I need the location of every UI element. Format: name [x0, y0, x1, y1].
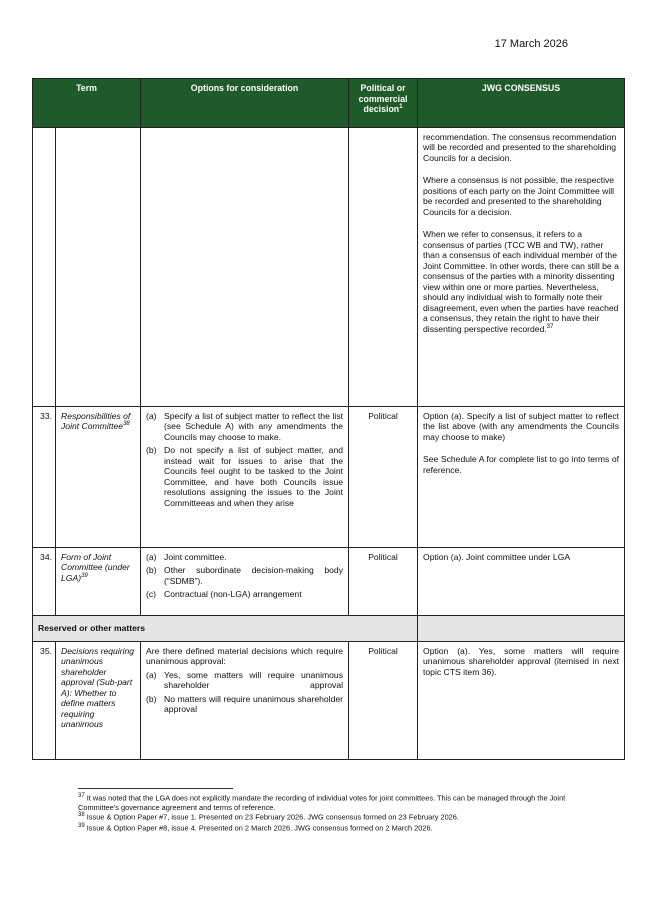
- header-options: Options for consideration: [141, 79, 349, 128]
- footnote: $^{38}$ Issue & Option Paper #7, issue 1. Presented on 23 February 2026. JWG consensus formed on 23 February 2026.: [78, 812, 459, 822]
- option-c: (c) Contractual (non-LGA) arrangement: [146, 589, 302, 600]
- section-title: Reserved or other matters: [33, 616, 418, 642]
- cell-num: [33, 128, 56, 407]
- header-consensus: JWG CONSENSUS: [418, 79, 625, 128]
- row-consensus: Option (a). Yes, some matters will require unanimous shareholder approval (itemised in next topic CTS item 36).: [418, 642, 625, 760]
- row-decision: Political: [349, 407, 418, 548]
- document-date: 17 March 2026: [494, 38, 568, 50]
- decision-table: [32, 78, 625, 760]
- row-number: 34.: [33, 548, 56, 616]
- option-a: (a) Joint committee.: [146, 552, 227, 562]
- row-number: 35.: [33, 642, 56, 760]
- table-header-row: [33, 79, 625, 128]
- row-term: Decisions requiring unanimous shareholder approval (Sub-part A): Whether to define matters requiring unanimous: [56, 642, 141, 760]
- header-decision: Political or commercial decision$^1$: [349, 79, 418, 128]
- footnote-divider: [78, 788, 233, 789]
- footnote-ref[interactable]: 37: [546, 323, 554, 330]
- consensus-paragraph: Where a consensus is not possible, the respective positions of each party on the Joint Committee will be recorded and presented to the shareholding Councils for a decision.: [423, 175, 615, 217]
- cell-consensus: [418, 128, 625, 407]
- footnotes: [78, 793, 578, 833]
- footnote: $^{37}$ It was noted that the LGA does not explicitly mandate the recording of individual votes for joint committees. This can be managed through the Joint Committee’s governance agreement and terms of reference.: [78, 793, 566, 812]
- row-decision: Political: [349, 548, 418, 616]
- section-blank: [418, 616, 625, 642]
- table-row-33: [33, 407, 625, 548]
- cell-options: [141, 128, 349, 407]
- row-options: [141, 548, 349, 616]
- consensus-paragraph: When we refer to consensus, it refers to a consensus of parties (TCC WB and TW), rather than a consensus of each individual member of the Joint Committee. In other words, there can still be a consensus of the parties with a minority dissenting view within one or more parties. Nevertheless, should any individual wish to formally note their disagreement, even when the parties have reached a consensus, they retain the right to have their dissenting perspective recorded.$^{37}$: [423, 229, 619, 334]
- row-term: Form of Joint Committee (under LGA)$^{39}$: [56, 548, 141, 616]
- consensus-paragraph: recommendation. The consensus recommendation will be recorded and presented to the shareholding Councils for a decision.: [423, 132, 617, 163]
- option-a: (a) Specify a list of subject matter to reflect the list (see Schedule A) with any amendments the Councils may choose to make.: [146, 411, 344, 442]
- cell-decision: [349, 128, 418, 407]
- row-term: Responsibilities of Joint Committee$^{38}$: [56, 407, 141, 548]
- row-consensus: Option (a). Joint committee under LGA: [418, 548, 625, 616]
- row-options: [141, 407, 349, 548]
- options-intro: Are there defined material decisions which require unanimous approval:: [146, 646, 344, 667]
- footnote-ref[interactable]: 38: [123, 421, 130, 428]
- table-row-35: [33, 642, 625, 760]
- section-row: [33, 616, 625, 642]
- header-term: Term: [33, 79, 141, 128]
- row-options: [141, 642, 349, 760]
- cell-term: [56, 128, 141, 407]
- footnote: $^{39}$ Issue & Option Paper #8, issue 4. Presented on 2 March 2026. JWG consensus formed on 2 March 2026.: [78, 822, 433, 833]
- option-b: (b) Do not specify a list of subject matter, and instead wait for issues to arise that the Councils feel ought to be tasked to the Joint Committee, and have both Councils issue resolutions assigning the issues to the Joint Committeeas and when they arise: [146, 445, 344, 508]
- consensus-paragraph: Option (a). Specify a list of subject matter to reflect the list above (with any amendments the Councils may choose to make): [423, 411, 620, 442]
- option-a: (a) Yes, some matters will require unanimous shareholder approval: [146, 669, 344, 691]
- footnote-ref[interactable]: 39: [81, 573, 88, 580]
- row-consensus: [418, 407, 625, 548]
- option-b: (b) No matters will require unanimous shareholder approval: [146, 693, 344, 715]
- table-row-continuation: [33, 128, 625, 407]
- row-decision: Political: [349, 642, 418, 760]
- option-b: (b) Other subordinate decision-making body (“SDMB”).: [146, 565, 344, 586]
- table-row-34: [33, 548, 625, 616]
- consensus-paragraph: See Schedule A for complete list to go into terms of reference.: [423, 454, 620, 475]
- row-number: 33.: [33, 407, 56, 548]
